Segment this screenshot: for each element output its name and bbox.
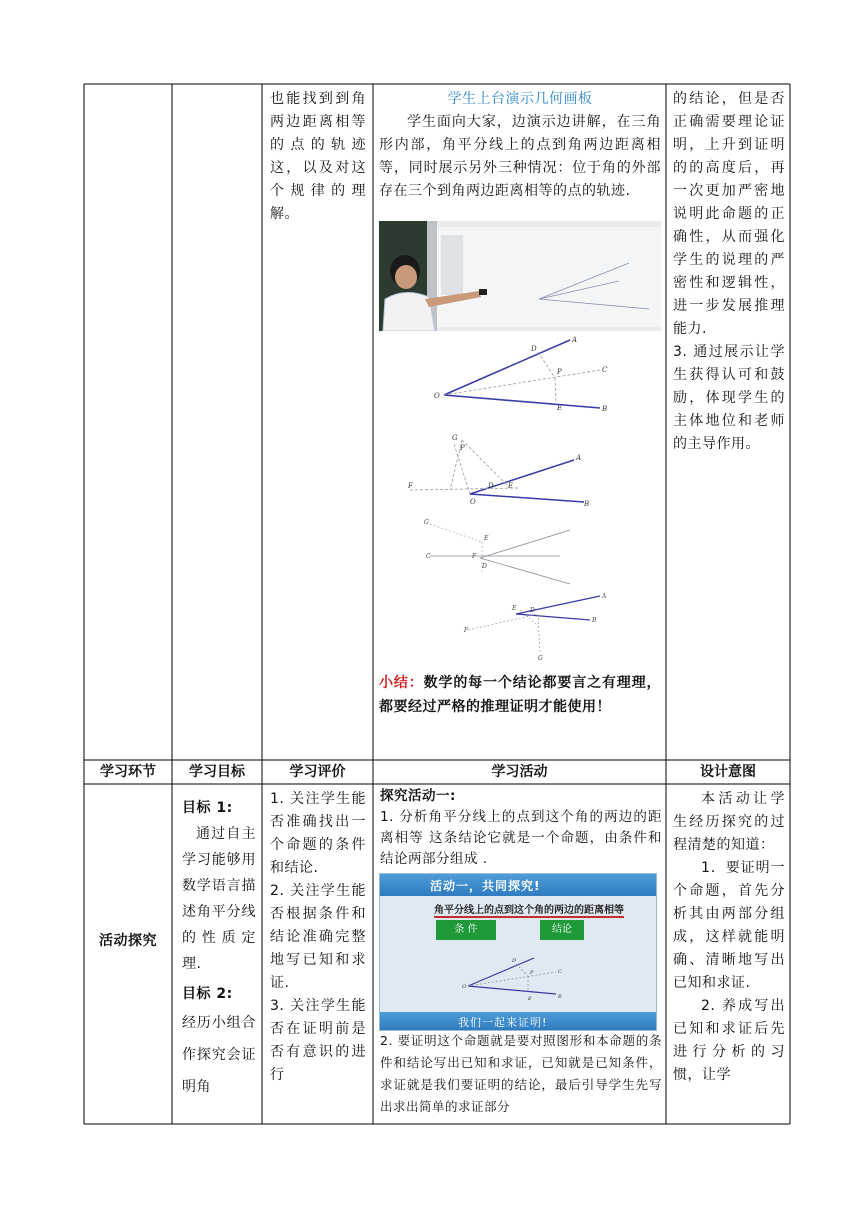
- slide-footer-text: 我们一起来证明!: [458, 1016, 548, 1029]
- svg-text:O: O: [462, 984, 467, 990]
- svg-text:D: D: [482, 563, 487, 570]
- intent-para-2: 1．要证明一个命题，首先分析其由两部分组成，这样就能明确、清晰地写出已知和求证.: [673, 860, 785, 991]
- slide-question: 角平分线上的点到这个角的两边的距离相等: [434, 901, 624, 918]
- svg-text:F: F: [472, 553, 477, 560]
- slide-figure: [460, 946, 570, 1006]
- goal2-label: 目标 2:: [182, 986, 233, 1002]
- eval-item-2: 2. 关注学生能否根据条件和结论准确完整地写已知和求证.: [270, 883, 366, 991]
- svg-text:E: E: [508, 482, 514, 490]
- svg-text:O: O: [434, 392, 440, 400]
- svg-text:G: G: [452, 434, 458, 442]
- svg-text:C: C: [426, 553, 431, 560]
- activity-para-2: 2. 要证明这个命题就是要对照图形和本命题的条件和结论写出已知和求证，已知就是已知条件，求证就是我们要证明的结论，最后引导学生先写出求出简单的求证部分: [380, 1033, 662, 1114]
- svg-text:F: F: [464, 627, 469, 634]
- intent-cell: [673, 788, 785, 1087]
- geometry-figure-2: [408, 430, 594, 510]
- eval-item-3: 3. 关注学生能否在证明前是否有意识的进行: [270, 998, 366, 1083]
- activity-title: 探究活动一:: [380, 788, 456, 804]
- svg-text:A: A: [572, 336, 578, 344]
- intent-top-cell: [673, 88, 785, 456]
- eval-continued-text: 也能找到到角两边距离相等的点的轨迹这，以及对这个规律的理解。: [270, 91, 366, 222]
- intent-top-item3: 3. 通过展示让学生获得认可和鼓励，体现学生的主体地位和老师的主导作用。: [673, 344, 785, 452]
- svg-text:P: P: [460, 444, 465, 452]
- header-stage: 学习环节: [100, 764, 156, 780]
- svg-text:F: F: [408, 482, 413, 490]
- svg-text:A: A: [602, 593, 607, 600]
- header-goal: 学习目标: [189, 764, 245, 780]
- header-evaluation: 学习评价: [289, 764, 346, 780]
- header-activity: 学习活动: [491, 764, 548, 780]
- demo-title: 学生上台演示几何画板: [447, 91, 593, 107]
- activity-top-cell: [379, 88, 661, 203]
- svg-text:O: O: [470, 498, 476, 506]
- svg-text:D: D: [530, 607, 535, 614]
- summary-block: [379, 671, 661, 719]
- evaluation-cell: [270, 788, 366, 1087]
- svg-text:G: G: [424, 519, 429, 526]
- svg-text:E: E: [484, 535, 489, 542]
- svg-text:E: E: [512, 605, 517, 612]
- stage-label: 活动探究: [99, 933, 157, 949]
- svg-text:D: D: [512, 958, 517, 964]
- svg-text:D: D: [531, 345, 537, 353]
- intent-top-para: 的结论，但是否正确需要理论证明，上升到证明的的高度后，再一次更加严密地说明此命题的正确性，从而强化学生的说理的严密性和逻辑性，进一步发展推理能力.: [673, 91, 785, 337]
- eval-item-1: 1. 关注学生能否准确找出一个命题的条件和结论.: [270, 791, 366, 876]
- svg-text:B: B: [584, 500, 590, 508]
- geometry-figure-1: [430, 334, 630, 414]
- header-intent: 设计意图: [700, 764, 756, 780]
- svg-text:E: E: [528, 996, 532, 1002]
- svg-text:E: E: [557, 404, 563, 412]
- classroom-photo: [379, 221, 661, 331]
- slide-banner-text: 活动一，共同探究!: [430, 879, 541, 893]
- svg-text:P: P: [557, 368, 562, 376]
- goal1-text: 通过自主学习能够用数学语言描述角平分线的性质定理.: [182, 826, 256, 972]
- goal2-text: 经历小组合作探究会证明角: [182, 1015, 256, 1095]
- svg-text:C: C: [558, 969, 562, 975]
- goals-cell: [182, 795, 256, 1103]
- svg-text:D: D: [488, 482, 494, 490]
- activity-cell: [380, 786, 662, 870]
- summary-text: 数学的每一个结论都要言之有理理，都要经过严格的推理证明才能使用！: [379, 675, 662, 715]
- svg-text:C: C: [602, 366, 608, 374]
- goal1-label: 目标 1:: [182, 800, 233, 816]
- slide-conclusion: 结论: [540, 920, 584, 940]
- svg-text:B: B: [558, 994, 562, 1000]
- geometry-figure-4: [460, 590, 616, 662]
- activity-para-1: 1. 分析角平分线上的点到这个角的两边的距离相等 这条结论它就是一个命题，由条件和结论两部分组成 .: [380, 809, 662, 867]
- slide-condition: 条 件: [436, 920, 496, 940]
- activity-slide: [379, 873, 657, 1031]
- intent-para-3: 2. 养成写出已知和求证后先进行分析的习惯，让学: [673, 998, 785, 1083]
- intent-para-1: 本活动让学生经历探究的过程清楚的知道：: [673, 791, 785, 853]
- demo-paragraph: 学生面向大家，边演示边讲解，在三角形内部，角平分线上的点到角两边距离相等，同时展示另外三种情况：位于角的外部存在三个到角两边距离相等的点的轨迹.: [379, 114, 661, 199]
- svg-text:B: B: [592, 617, 597, 624]
- svg-text:P: P: [530, 970, 534, 976]
- svg-text:B: B: [602, 405, 608, 413]
- geometry-figure-3: [420, 516, 580, 596]
- svg-text:A: A: [576, 454, 582, 462]
- summary-label: 小结：: [379, 675, 424, 691]
- svg-text:G: G: [538, 655, 543, 662]
